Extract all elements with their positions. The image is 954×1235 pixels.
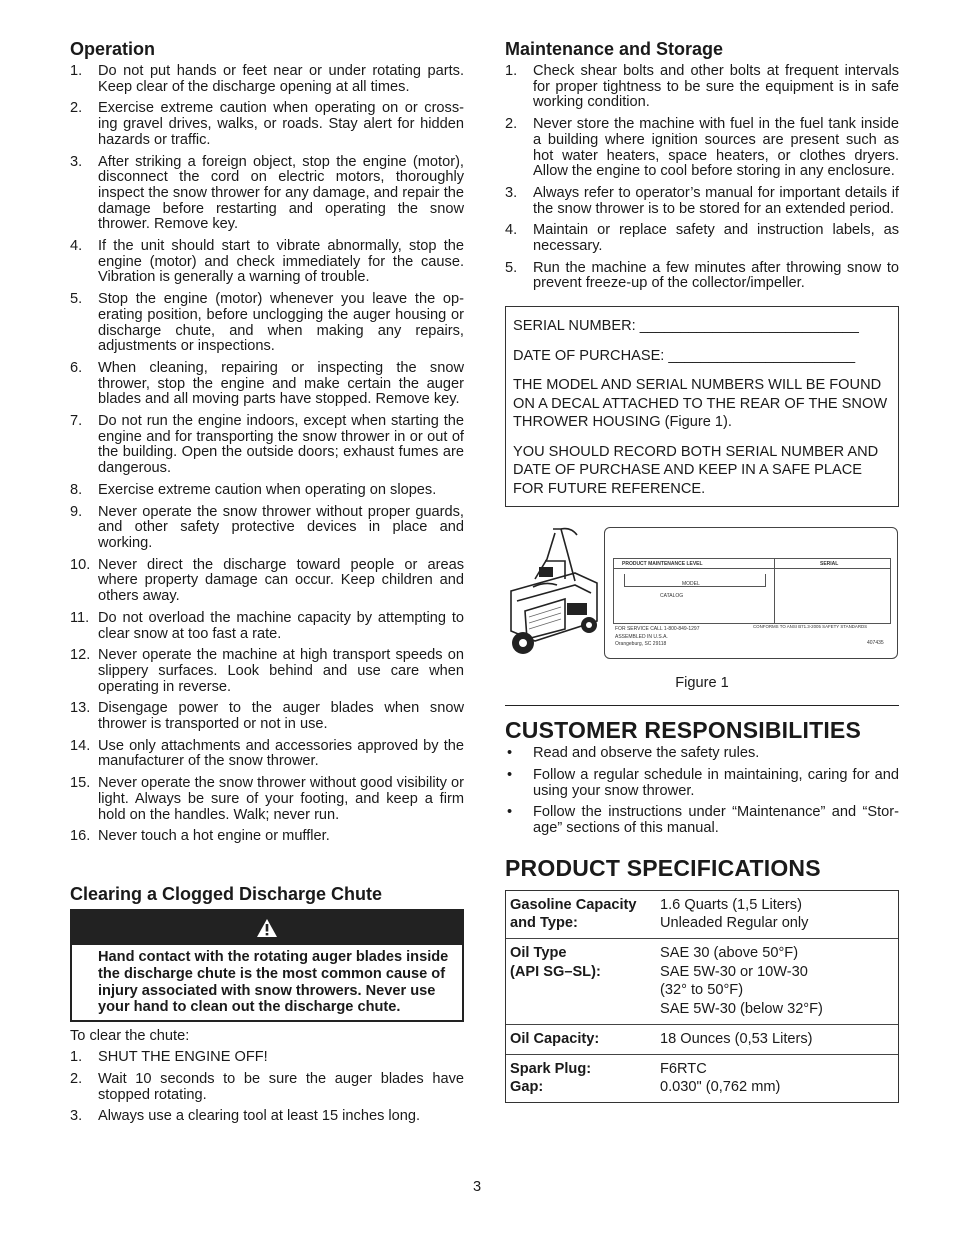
list-item-number: 10. [70,556,91,573]
list-item [70,64,464,95]
spec-row [506,1054,898,1102]
list-item [505,223,899,254]
list-item-text: Never touch a hot engine or muffler. [98,828,330,845]
decal-code: 407435 [867,640,884,647]
list-item [70,1050,464,1066]
list-item-text: Never operate the snow thrower without proper guards, and other safety protective devices in place and working. [98,503,464,551]
list-item-text: Do not run the engine indoors, except when starting the engine and for transporting the snow thrower in or out of the building. Open the outside doors; exhaust fumes are dangerous. [98,413,464,477]
spec-label: Spark Plug: Gap: [510,1060,592,1096]
list-item-number: 8. [70,481,83,498]
spec-value: 1.6 Quarts (1,5 Liters) Unleaded Regular only [660,896,809,932]
list-item [505,117,899,180]
list-item-number: 6. [70,359,83,376]
purchase-date-line: DATE OF PURCHASE: _______________________ [513,347,856,364]
list-item-number: 5. [505,259,518,276]
decal-service-line: FOR SERVICE CALL 1-800-849-1297 [615,626,700,633]
list-item-number: 15. [70,775,91,792]
list-item [70,483,464,499]
left-column [70,38,464,1131]
list-item-text: Run the machine a few minutes after throwing snow to prevent freeze-up of the collector/impeller. [533,259,899,292]
list-item-text: Do not put hands or feet near or under rotating parts. Keep clear of the discharge opening at all times. [98,63,464,95]
list-item [70,1109,464,1125]
decal-serial-label: SERIAL [820,561,839,568]
spec-label: Oil Type (API SG–SL): [510,945,601,980]
list-item-number: 1. [70,1049,83,1066]
list-item [70,505,464,552]
list-item-text: Maintain or replace safety and instruction labels, as necessary. [533,222,899,255]
customer-heading: CUSTOMER RESPONSIBILITIES [505,717,862,744]
list-item-number: • [507,745,513,762]
model-serial-decal [604,527,898,659]
list-item-text: Exercise extreme caution when operating on or cross-ing gravel drives, walks, or roads. Stay alert for hidden hazards or traffic. [98,100,464,148]
list-item-number: 2. [505,116,518,133]
list-item-text: Disengage power to the auger blades when snow thrower is transported or not in use. [98,700,464,733]
operation-heading: Operation [70,39,156,59]
warning-triangle-icon [256,918,278,938]
list-item-text: Always use a clearing tool at least 15 inches long. [98,1108,421,1125]
spec-value: SAE 30 (above 50°F) SAE 5W-30 or 10W-30 (32° to 50°F) SAE 5W-30 (below 32°F) [660,945,823,1018]
list-item [70,361,464,408]
section-divider [505,705,899,706]
list-item-number: 11. [70,609,90,626]
list-item-number: • [507,804,513,821]
list-item-text: Always refer to operator’s manual for important details if the snow thrower is to be stored for an extended period. [533,184,899,217]
list-item-text: Never operate the machine at high transport speeds on slippery surfaces. Look behind and use care when operating in reverse. [98,647,464,695]
list-item-text: Stop the engine (motor) whenever you leave the op-erating position, before unclogging the auger housing or discharge chute, and when making any repairs, adjustments or inspections. [98,291,464,355]
list-item-number: • [507,766,513,783]
list-item-text: Use only attachments and accessories approved by the manufacturer of the snow thrower. [98,737,464,770]
list-item-number: 3. [70,153,83,170]
decal-city-line: Orangeburg, SC 29118 [615,641,667,648]
clearing-heading: Clearing a Clogged Discharge Chute [70,883,383,904]
spec-row [506,1024,898,1054]
spec-label: Oil Capacity: [510,1030,600,1047]
list-item-number: 14. [70,737,91,754]
decal-assembled-line: ASSEMBLED IN U.S.A. [615,634,668,641]
list-item-number: 4. [505,222,518,239]
list-item [70,239,464,286]
list-item [70,829,464,845]
warning-text: Hand contact with the rotating auger blades inside the discharge chute is the most common cause of injury associated with snow throwers. Never use your hand to clean out the discharge chute. [98,948,449,1016]
clearing-intro: To clear the chute: [70,1028,190,1045]
maintenance-list [505,64,899,292]
list-item-number: 5. [70,291,83,308]
spec-value: 18 Ounces (0,53 Liters) [660,1030,813,1047]
serial-number-line: SERIAL NUMBER: ___________________________ [513,318,859,335]
list-item-number: 12. [70,647,91,664]
operation-list [70,64,464,845]
list-item-number: 7. [70,413,83,430]
list-item-text: Wait 10 seconds to be sure the auger blades have stopped rotating. [98,1070,464,1103]
list-item-text: If the unit should start to vibrate abnormally, stop the engine (motor) and check immediately for the cause. Vibration is generally a warning of trouble. [98,238,464,286]
list-item-number: 1. [70,63,83,79]
right-column [505,38,899,1103]
list-item [505,64,899,111]
list-item [505,186,899,217]
record-advice-note: YOU SHOULD RECORD BOTH SERIAL NUMBER AND DATE OF PURCHASE AND KEEP IN A SAFE PLACE FOR FUTURE REFERENCE. [513,443,879,497]
decal-inner-box [613,558,891,624]
list-item-number: 13. [70,700,91,717]
figure-1 [505,521,899,663]
list-item-number: 9. [70,503,83,520]
list-item [70,558,464,605]
warning-bar [72,911,462,945]
list-item-text: After striking a foreign object, stop the engine (motor), disconnect the cord on electric motors, thoroughly inspect the snow thrower for any damage, and repair the damage before restarting and operating the snow thrower. Remove key. [98,153,464,233]
list-item-text: Follow the instructions under “Maintenance” and “Stor-age” sections of this manual. [533,804,899,836]
list-item-number: 1. [505,63,518,79]
list-item [70,155,464,234]
spec-row [506,938,898,1024]
list-item [505,746,899,762]
list-item [70,101,464,148]
list-item [70,292,464,355]
list-item-text: Do not overload the machine capacity by attempting to clear snow at too fast a rate. [98,609,464,642]
decal-model-label: MODEL [682,581,700,588]
list-item-number: 3. [70,1108,83,1125]
list-item [70,701,464,732]
specs-heading: PRODUCT SPECIFICATIONS [505,854,821,881]
snow-thrower-illustration [505,521,605,663]
list-item-text: When cleaning, repairing or inspecting the snow thrower, stop the engine and make certain the auger blades and all moving parts have stopped. Remove key. [98,359,464,408]
decal-conforms-line: CONFORMS TO ANSI B71.3-2005 SAFETY STANDARDS [753,624,868,630]
list-item-text: Never operate the snow thrower without good visibility or light. Always be sure of your footing, and keep a firm hold on the handles. Walk; never run. [98,775,464,823]
list-item-text: Read and observe the safety rules. [533,745,760,762]
decal-catalog-label: CATALOG [660,593,684,600]
list-item [70,1072,464,1103]
warning-box [70,909,464,1022]
list-item [70,414,464,477]
serial-record-box [505,306,899,507]
list-item-number: 16. [70,828,91,845]
serial-location-note: THE MODEL AND SERIAL NUMBERS WILL BE FOUND ON A DECAL ATTACHED TO THE REAR OF THE SNOW THROWER HOUSING (Figure 1). [513,377,888,431]
spec-value: F6RTC 0.030" (0,762 mm) [660,1060,781,1096]
specs-table [505,890,899,1103]
list-item [505,805,899,836]
spec-label: Gasoline Capacity and Type: [510,896,637,932]
spec-row [506,891,898,938]
list-item-text: Never store the machine with fuel in the fuel tank inside a building where ignition sources are present such as hot water heaters, space heaters, or clothes dryers. Allow the engine to cool before storing in any enclosure. [533,116,899,180]
list-item [70,611,464,642]
maintenance-heading: Maintenance and Storage [505,39,724,59]
list-item-text: SHUT THE ENGINE OFF! [98,1049,268,1066]
decal-level-label: PRODUCT MAINTENANCE LEVEL [622,561,703,568]
list-item-number: 2. [70,100,83,117]
list-item [70,776,464,823]
list-item [70,739,464,770]
list-item-number: 4. [70,238,83,255]
page-number: 3 [472,1179,482,1195]
list-item-number: 2. [70,1070,83,1087]
list-item-text: Never direct the discharge toward people or areas where property damage can occur. Keep children and others away. [98,556,464,605]
list-item [505,768,899,799]
figure-caption: Figure 1 [675,675,729,692]
list-item-text: Follow a regular schedule in maintaining, caring for and using your snow thrower. [533,766,899,799]
list-item-number: 3. [505,184,518,201]
customer-list [505,746,899,837]
list-item [70,648,464,695]
list-item [505,261,899,292]
list-item-text: Check shear bolts and other bolts at frequent intervals for proper tightness to be sure the equipment is in safe working condition. [533,63,899,111]
list-item-text: Exercise extreme caution when operating on slopes. [98,481,437,498]
clearing-list [70,1050,464,1125]
